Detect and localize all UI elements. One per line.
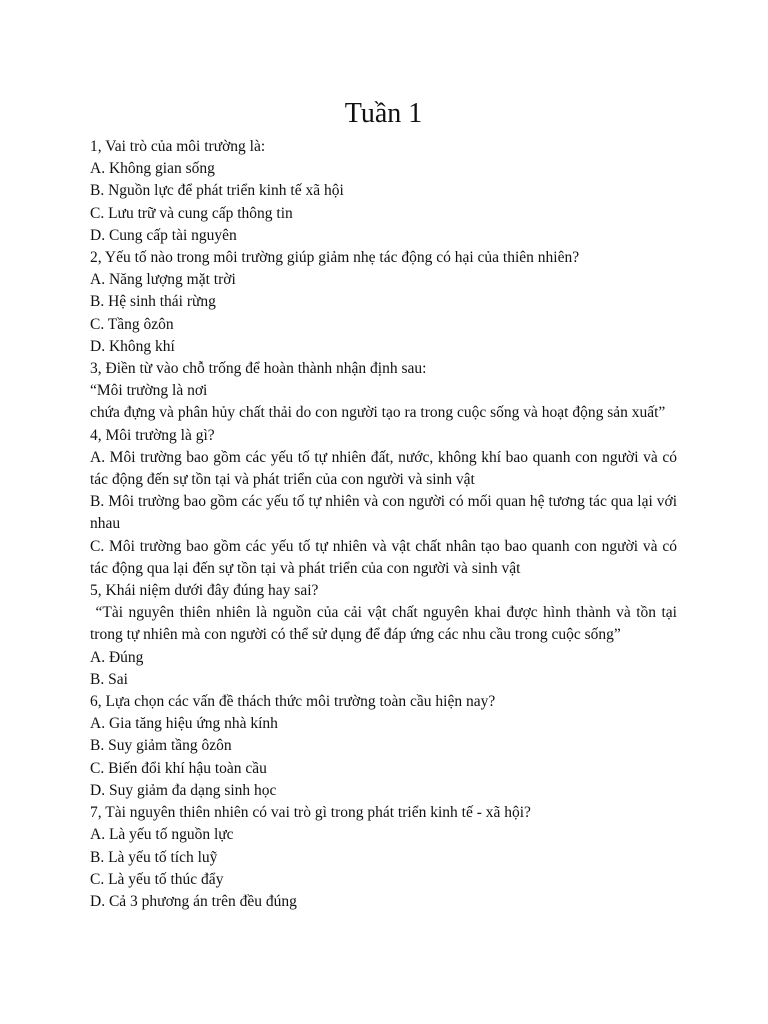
question-2: 2, Yếu tố nào trong môi trường giúp giảm nhẹ tác động có hại của thiên nhiên? xyxy=(90,249,580,267)
question-6: 6, Lựa chọn các vấn đề thách thức môi trường toàn cầu hiện nay? xyxy=(90,693,496,711)
q4-option-a: A. Môi trường bao gồm các yếu tố tự nhiên đất, nước, không khí bao quanh con người và có tác động đến sự tồn tại và phát triển của con người và sinh vật xyxy=(90,448,677,489)
document-page xyxy=(90,96,681,913)
question-7: 7, Tài nguyên thiên nhiên có vai trò gì trong phát triển kinh tế - xã hội? xyxy=(90,804,531,822)
q1-option-b: B. Nguồn lực để phát triển kinh tế xã hội xyxy=(90,182,344,200)
q5-statement: “Tài nguyên thiên nhiên là nguồn của cải vật chất nguyên khai được hình thành và tồn tại trong tự nhiên mà con người có thể sử dụng để đáp ứng các nhu cầu trong cuộc sống” xyxy=(90,604,681,644)
q2-option-c: C. Tầng ôzôn xyxy=(90,315,174,333)
question-1: 1, Vai trò của môi trường là: xyxy=(90,138,266,155)
q7-option-a: A. Là yếu tố nguồn lực xyxy=(90,826,234,844)
question-4: 4, Môi trường là gì? xyxy=(90,426,215,444)
q6-option-d: D. Suy giảm đa dạng sinh học xyxy=(90,781,277,799)
q5-option-a: A. Đúng xyxy=(90,648,144,666)
q3-quote-start: “Môi trường là nơi xyxy=(90,382,208,400)
q7-option-b: B. Là yếu tố tích luỹ xyxy=(90,848,218,866)
q1-option-d: D. Cung cấp tài nguyên xyxy=(90,226,237,244)
q4-option-b: B. Môi trường bao gồm các yếu tố tự nhiên và con người có mối quan hệ tương tác qua lại với nhau xyxy=(90,493,677,533)
page-title: Tuần 1 xyxy=(344,98,423,129)
q2-option-b: B. Hệ sinh thái rừng xyxy=(90,293,216,311)
document-body xyxy=(90,136,681,913)
q6-option-a: A. Gia tăng hiệu ứng nhà kính xyxy=(90,715,278,733)
q5-option-b: B. Sai xyxy=(90,670,128,688)
q6-option-b: B. Suy giảm tầng ôzôn xyxy=(90,737,232,755)
question-3: 3, Điền từ vào chỗ trống để hoàn thành nhận định sau: xyxy=(90,360,427,378)
q2-option-d: D. Không khí xyxy=(90,337,175,355)
q4-option-c: C. Môi trường bao gồm các yếu tố tự nhiên và vật chất nhân tạo bao quanh con người và có tác động qua lại đến sự tồn tại và phát triển của con người và sinh vật xyxy=(90,537,677,577)
q6-option-c: C. Biến đổi khí hậu toàn cầu xyxy=(90,759,267,777)
q2-option-a: A. Năng lượng mặt trời xyxy=(90,271,236,289)
q7-option-d: D. Cả 3 phương án trên đều đúng xyxy=(90,892,297,910)
q7-option-c: C. Là yếu tố thúc đẩy xyxy=(90,870,224,888)
q1-option-c: C. Lưu trữ và cung cấp thông tin xyxy=(90,204,293,222)
q1-option-a: A. Không gian sống xyxy=(90,160,215,178)
q3-quote-body: chứa đựng và phân hủy chất thải do con người tạo ra trong cuộc sống và hoạt động sản xuất” xyxy=(90,404,666,422)
question-5: 5, Khái niệm dưới đây đúng hay sai? xyxy=(90,582,319,600)
